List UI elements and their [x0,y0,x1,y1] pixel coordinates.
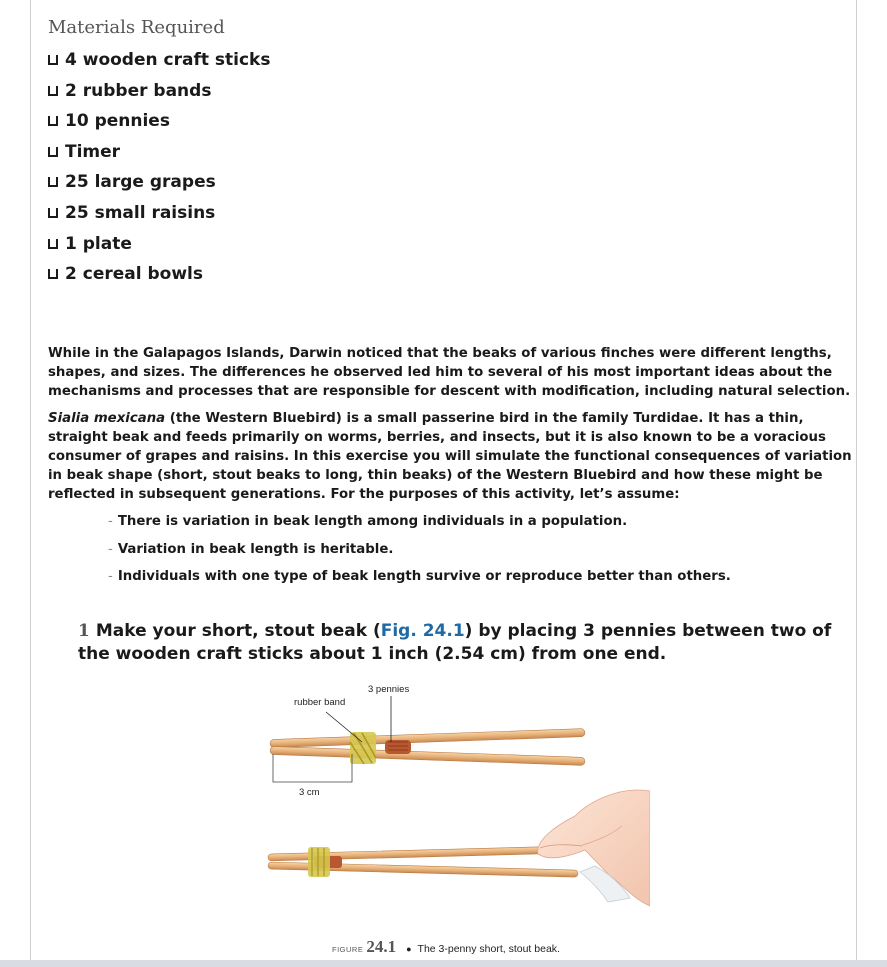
materials-item: 25 large grapes [48,170,270,201]
materials-list [48,48,270,293]
checkbox-icon [48,55,58,65]
materials-item: 10 pennies [48,109,270,140]
figure-caption: FIGURE 24.1 ● The 3-penny short, stout beak. [332,937,560,956]
figure-link[interactable]: Fig. 24.1 [380,621,465,641]
materials-title: Materials Required [48,17,225,38]
materials-item: 1 plate [48,232,270,263]
label-measure: 3 cm [299,787,320,798]
species-paragraph [48,409,858,504]
assumption-item: - There is variation in beak length among individuals in a population. [108,514,628,529]
checkbox-icon [48,116,58,126]
beak-figure [250,676,650,960]
checkbox-icon [48,208,58,218]
bottom-beak [268,846,578,877]
materials-item: 2 cereal bowls [48,262,270,293]
materials-item: 4 wooden craft sticks [48,48,270,79]
checkbox-icon [48,86,58,96]
assumption-item: - Variation in beak length is heritable. [108,541,394,557]
materials-item: Timer [48,140,270,171]
bottom-scroll-bar [0,960,887,967]
step-instruction: 1 Make your short, stout beak (Fig. 24.1) by placing 3 pennies between two of the wooden craft sticks about 1 inch (2.54 cm) from one end. [78,621,832,664]
beak-illustration [250,676,650,960]
species-name: Sialia mexicana [48,411,166,426]
assumption-item: - Individuals with one type of beak length survive or reproduce better than others. [108,569,731,584]
species-text: (the Western Bluebird) is a small passerine bird in the family Turdidae. It has a thin, straight beak and feeds primarily on worms, berries, and insects, but it is also known to be a voracious consumer of grapes and raisins. In this exercise you will simulate the functional consequences of variation in beak shape (short, stout beaks to long, thin beaks) of the Western Bluebird and how these might be reflected in subsequent generations. For the purposes of this activity, let’s assume: [48,411,852,502]
bullet-icon: ● [406,944,412,954]
label-pennies: 3 pennies [368,684,410,695]
intro-paragraph: While in the Galapagos Islands, Darwin noticed that the beaks of various finches were different lengths, shapes, and sizes. The differences he observed led him to several of his most important ideas about the mechanisms and processes that are responsible for descent with modification, including natural selection. [48,346,851,399]
assumptions-list [108,513,731,596]
materials-item: 2 rubber bands [48,79,270,110]
step-number: 1 [78,621,90,641]
top-beak [270,729,585,766]
label-rubber-band: rubber band [294,697,346,708]
checkbox-icon [48,239,58,249]
figure-number: 24.1 [366,937,397,956]
checkbox-icon [48,147,58,157]
checkbox-icon [48,269,58,279]
hand-illustration [538,790,650,906]
measure-bracket [273,754,352,782]
checkbox-icon [48,177,58,187]
materials-item: 25 small raisins [48,201,270,232]
